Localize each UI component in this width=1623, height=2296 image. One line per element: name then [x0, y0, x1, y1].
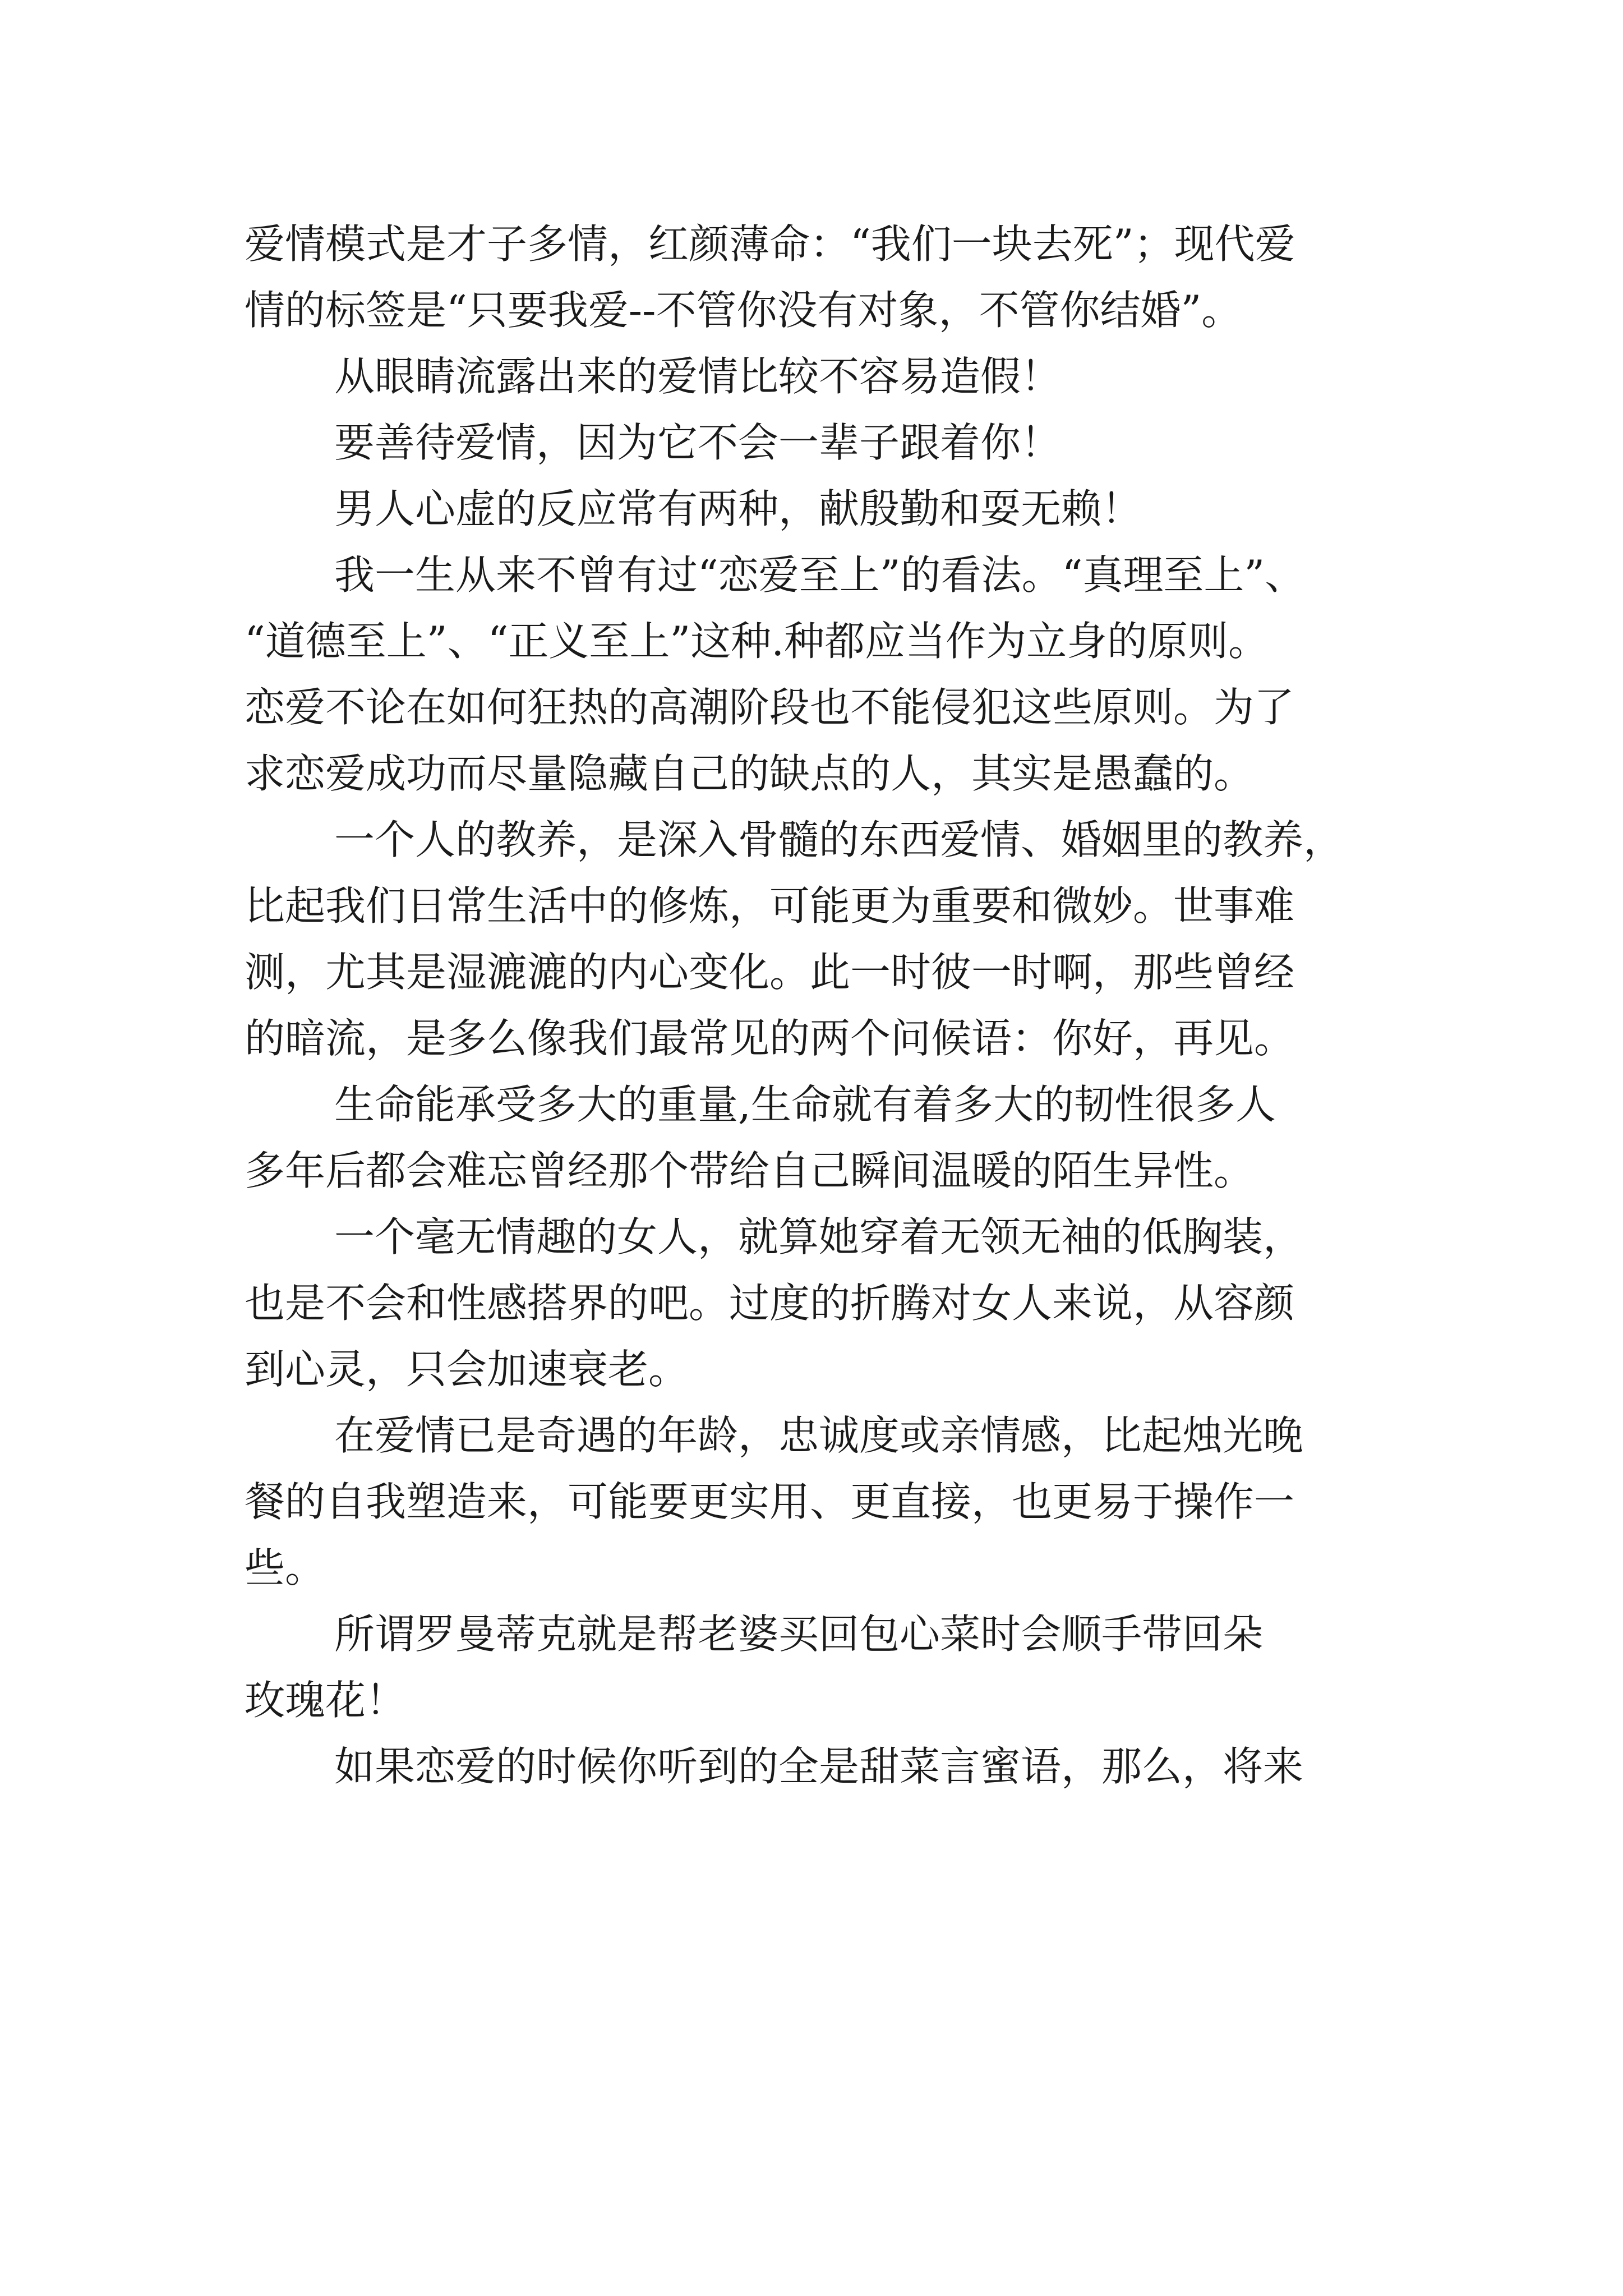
text-line: 些。	[245, 1544, 326, 1591]
text-line: 一个人的教养，是深入骨髓的东西爱情、婚姻里的教养，	[334, 816, 1344, 863]
text-line: 从眼睛流露出来的爱情比较不容易造假！	[334, 353, 1062, 400]
text-line: 生命能承受多大的重量,生命就有着多大的韧性很多人	[334, 1081, 1276, 1128]
text-line: 我一生从来不曾有过“恋爱至上”的看法。“真理至上”、	[334, 551, 1306, 599]
text-line: 爱情模式是才子多情，红颜薄命：“我们一块去死”；现代爱	[245, 220, 1295, 268]
text-line: 玫瑰花！	[245, 1677, 407, 1724]
text-line: 如果恋爱的时候你听到的全是甜菜言蜜语，那么，将来	[334, 1743, 1304, 1790]
text-line: 要善待爱情，因为它不会一辈子跟着你！	[334, 419, 1062, 466]
text-line: 恋爱不论在如何狂热的高潮阶段也不能侵犯这些原则。为了	[245, 684, 1295, 731]
text-line: 的暗流，是多么像我们最常见的两个问候语：你好，再见。	[245, 1015, 1295, 1062]
text-line: 求恋爱成功而尽量隐藏自己的缺点的人，其实是愚蠢的。	[245, 750, 1255, 797]
text-line: 男人心虚的反应常有两种，献殷勤和耍无赖！	[334, 485, 1142, 532]
text-line: 比起我们日常生活中的修炼，可能更为重要和微妙。世事难	[245, 882, 1295, 930]
text-line: 情的标签是“只要我爱--不管你没有对象，不管你结婚”。	[245, 287, 1242, 334]
text-line: “道德至上”、“正义至上”这种.种都应当作为立身的原则。	[245, 618, 1269, 665]
text-line: 到心灵，只会加速衰老。	[245, 1346, 689, 1393]
text-line: 也是不会和性感搭界的吧。过度的折腾对女人来说，从容颜	[245, 1280, 1295, 1327]
text-line: 所谓罗曼蒂克就是帮老婆买回包心菜时会顺手带回朵	[334, 1611, 1264, 1658]
text-line: 餐的自我塑造来，可能要更实用、更直接，也更易于操作一	[245, 1478, 1295, 1525]
document-body	[245, 211, 1400, 1800]
text-line: 一个毫无情趣的女人，就算她穿着无领无袖的低胸装，	[334, 1213, 1304, 1260]
text-line: 多年后都会难忘曾经那个带给自己瞬间温暖的陌生异性。	[245, 1147, 1255, 1194]
text-line: 在爱情已是奇遇的年龄，忠诚度或亲情感，比起烛光晚	[334, 1412, 1304, 1459]
text-line: 测，尤其是湿漉漉的内心变化。此一时彼一时啊，那些曾经	[245, 949, 1295, 996]
